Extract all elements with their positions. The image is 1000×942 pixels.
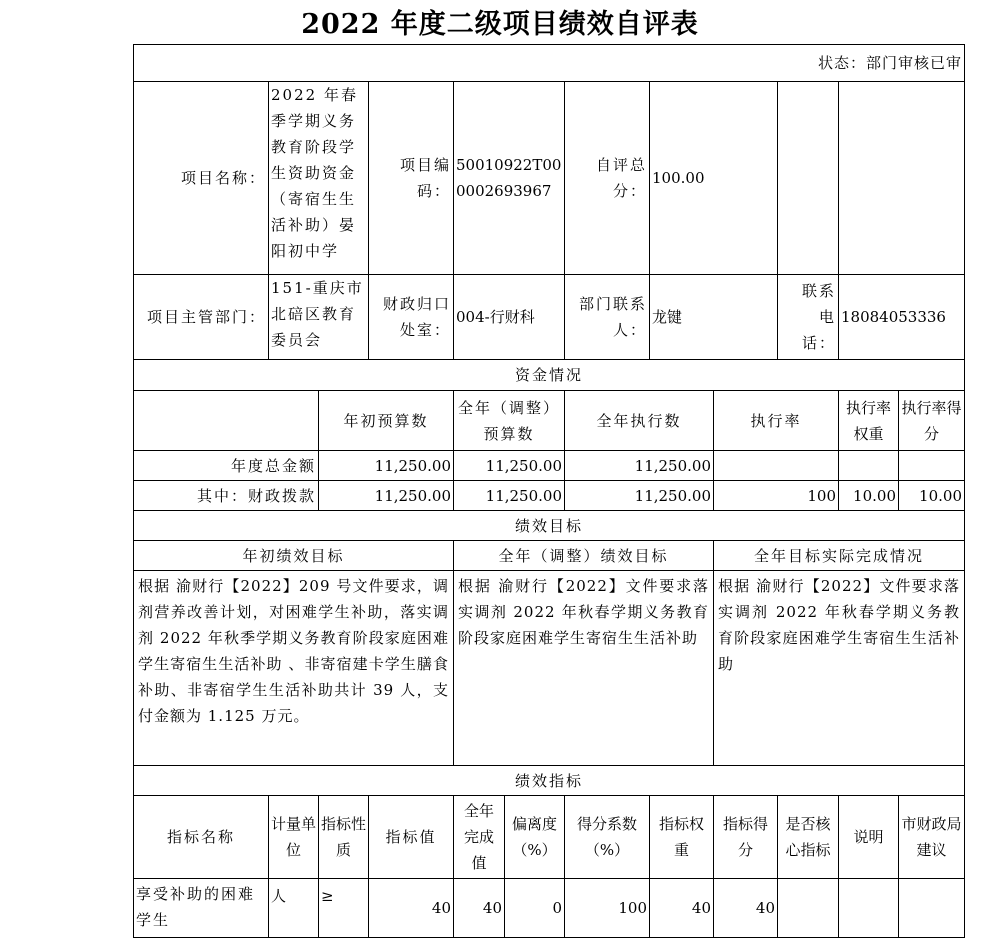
ind-header-coefficient: [564, 795, 650, 879]
funds-cell: [453, 450, 565, 481]
funds-header-rate-label: 执行率: [750, 411, 802, 430]
funds-cell: [318, 480, 454, 511]
goals-header-adjusted: [453, 540, 714, 571]
goals-header-actual: [713, 540, 965, 571]
ind-header-label: 指标得分: [722, 815, 768, 859]
funds-header-initial: [318, 390, 454, 451]
goals-header-actual-label: 全年目标实际完成情况: [753, 546, 924, 565]
empty-cell: [777, 81, 839, 275]
goals-header-initial-label: 年初绩效目标: [242, 546, 345, 565]
ind-header-score: [713, 795, 778, 879]
funds-value: 11,250.00: [485, 486, 562, 505]
ind-unit: 人: [271, 887, 287, 905]
project-name-value: 2022 年春季学期义务教育阶段学生资助资金（寄宿生生活补助）晏阳初中学: [271, 86, 358, 260]
funds-cell: [713, 450, 839, 481]
ind-cell: [777, 878, 839, 938]
office-value: 004-行财科: [456, 308, 535, 326]
funds-row-fiscal-label: 其中：财政拨款: [196, 486, 316, 505]
funds-header-weight: [838, 390, 899, 451]
ind-header-target: [368, 795, 454, 879]
ind-header-core: [777, 795, 839, 879]
dept-label: 项目主管部门：: [146, 308, 266, 326]
dept-label-cell: [133, 274, 269, 360]
project-code-label: 项目编码：: [399, 156, 451, 200]
project-code-value: 50010922T000002693967: [456, 156, 562, 200]
ind-header-label: 指标性质: [321, 815, 367, 859]
ind-header-label: 偏离度（%）: [511, 815, 557, 859]
funds-section-title: 资金情况: [514, 366, 583, 384]
page-title: 2022 年度二级项目绩效自评表: [301, 9, 699, 40]
phone-value-cell: [838, 274, 965, 360]
indicators-section-title: 绩效指标: [514, 771, 583, 790]
ind-cell: [713, 878, 778, 938]
funds-section-header: [133, 359, 965, 391]
ind-deviation: 0: [552, 899, 562, 917]
funds-cell: [453, 480, 565, 511]
funds-value: 11,250.00: [485, 456, 562, 475]
goals-adjusted-text-cell: [453, 570, 714, 766]
ind-header-label: 是否核心指标: [785, 815, 831, 859]
funds-header-initial-label: 年初预算数: [343, 411, 429, 430]
contact-value-cell: [649, 274, 778, 360]
ind-header-completed: [453, 795, 505, 879]
funds-cell: [898, 480, 965, 511]
funds-row-total: [133, 450, 319, 481]
funds-cell: [713, 480, 839, 511]
ind-header-label: 计量单位: [271, 815, 317, 859]
phone-value: 18084053336: [841, 308, 946, 326]
project-name-label: 项目名称：: [180, 169, 266, 187]
funds-cell: [898, 450, 965, 481]
ind-cell: [318, 878, 369, 938]
funds-row-total-label: 年度总金额: [230, 456, 316, 475]
ind-header-label: 市财政局建议: [901, 815, 962, 859]
funds-header-adjusted-label: 全年（调整）预算数: [457, 398, 560, 443]
funds-value: 10.00: [919, 486, 962, 505]
funds-value: 11,250.00: [374, 486, 451, 505]
evaluation-form: [133, 44, 965, 940]
funds-value: 11,250.00: [634, 486, 711, 505]
dept-value-cell: [268, 274, 369, 360]
funds-cell: [838, 480, 899, 511]
ind-header-name: [133, 795, 269, 879]
goals-initial-text-cell: [133, 570, 454, 766]
funds-row-fiscal: [133, 480, 319, 511]
ind-header-unit: [268, 795, 319, 879]
funds-header-blank: [133, 390, 319, 451]
contact-label-cell: [564, 274, 650, 360]
office-label-cell: [368, 274, 454, 360]
ind-target: 40: [431, 899, 451, 917]
goals-actual-text-cell: [713, 570, 965, 766]
ind-cell: [898, 878, 965, 938]
office-value-cell: [453, 274, 565, 360]
project-name-label-cell: [133, 81, 269, 275]
ind-nature: ≥: [321, 887, 334, 905]
funds-cell: [838, 450, 899, 481]
funds-value: 100: [807, 486, 836, 505]
goals-section-header: [133, 510, 965, 541]
phone-label-cell: [777, 274, 839, 360]
contact-value: 龙键: [652, 308, 683, 326]
ind-cell: [504, 878, 565, 938]
empty-cell: [838, 81, 965, 275]
dept-value: 151-重庆市北碚区教育委员会: [271, 279, 364, 349]
self-score-value: 100.00: [652, 169, 705, 187]
ind-header-label: 指标权重: [658, 815, 704, 859]
goals-actual-text: 根据 渝财行【2022】文件要求落实调剂 2022 年秋春学期义务教育阶段家庭困难学生寄宿生生活补助: [718, 577, 960, 673]
ind-header-label: 说明: [853, 828, 884, 846]
goals-header-adjusted-label: 全年（调整）绩效目标: [498, 546, 669, 565]
funds-value: 11,250.00: [374, 456, 451, 475]
ind-score: 40: [755, 899, 775, 917]
status-row: [133, 44, 965, 82]
ind-header-deviation: [504, 795, 565, 879]
self-score-label-cell: [564, 81, 650, 275]
ind-name: 享受补助的困难学生: [136, 885, 256, 929]
ind-header-label: 全年完成值: [463, 802, 494, 872]
contact-label: 部门联系人：: [578, 295, 647, 339]
ind-cell: [838, 878, 899, 938]
funds-value: 11,250.00: [634, 456, 711, 475]
indicators-section-header: [133, 765, 965, 796]
goals-header-initial: [133, 540, 454, 571]
funds-value: 10.00: [853, 486, 896, 505]
ind-header-label: 指标名称: [166, 828, 235, 846]
self-score-value-cell: [649, 81, 778, 275]
funds-cell: [564, 480, 714, 511]
ind-cell: [368, 878, 454, 938]
office-label: 财政归口处室：: [382, 295, 451, 339]
status-text: 状态：部门审核已审: [817, 54, 962, 72]
funds-header-score: [898, 390, 965, 451]
ind-weight: 40: [691, 899, 711, 917]
ind-header-weight: [649, 795, 714, 879]
goals-section-title: 绩效目标: [514, 516, 583, 535]
funds-header-score-label: 执行率得分: [901, 398, 962, 443]
project-code-value-cell: [453, 81, 565, 275]
funds-header-executed: [564, 390, 714, 451]
funds-cell: [318, 450, 454, 481]
ind-completed: 40: [482, 899, 502, 917]
funds-cell: [564, 450, 714, 481]
goals-adjusted-text: 根据 渝财行【2022】文件要求落实调剂 2022 年秋春学期义务教育阶段家庭困难学生寄宿生生活补助: [458, 577, 709, 647]
project-code-label-cell: [368, 81, 454, 275]
funds-header-weight-label: 执行率权重: [845, 398, 891, 443]
ind-cell: [453, 878, 505, 938]
ind-header-label: 指标值: [385, 828, 437, 846]
ind-header-nature: [318, 795, 369, 879]
ind-header-label: 得分系数（%）: [576, 815, 637, 859]
project-name-value-cell: [268, 81, 369, 275]
ind-coefficient: 100: [618, 899, 647, 917]
goals-initial-text: 根据 渝财行【2022】209 号文件要求，调剂营养改善计划，对困难学生补助，落实调剂 2022 年秋季学期义务教育阶段家庭困难学生寄宿生生活补助 、非寄宿建卡学生膳食补助、非寄宿学生生活补助共计 39 人，支付金额为 1.125 万元。: [138, 577, 449, 725]
ind-cell: [649, 878, 714, 938]
funds-header-adjusted: [453, 390, 565, 451]
self-score-label: 自评总分：: [595, 156, 647, 200]
phone-label: 联系电话：: [801, 282, 836, 352]
ind-header-note: [838, 795, 899, 879]
table-row: [133, 878, 269, 938]
ind-header-suggestion: [898, 795, 965, 879]
ind-cell: [268, 878, 319, 938]
funds-header-rate: [713, 390, 839, 451]
ind-cell: [564, 878, 650, 938]
funds-header-executed-label: 全年执行数: [596, 411, 682, 430]
